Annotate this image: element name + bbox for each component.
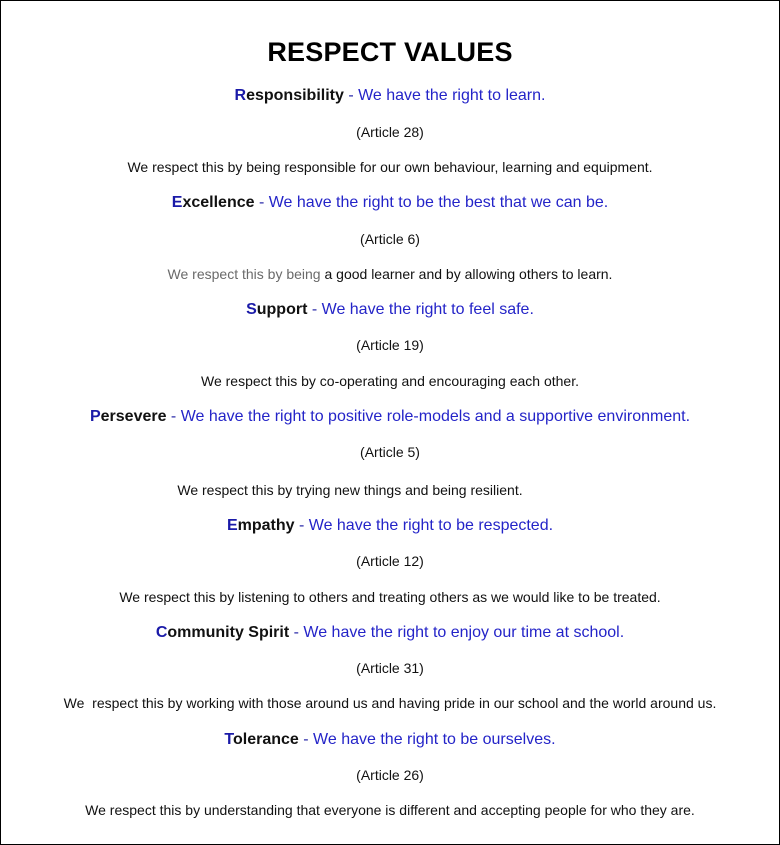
value-initial: C	[155, 624, 168, 641]
value-right: We have the right to be ourselves.	[313, 731, 556, 748]
value-initial: E	[226, 517, 238, 534]
value-separator: -	[254, 194, 269, 211]
value-description-grey: We respect this by being	[167, 266, 321, 282]
value-heading-empathy	[1, 517, 779, 535]
value-article: (Article 5)	[360, 444, 420, 460]
value-article: (Article 19)	[356, 337, 424, 353]
value-initial: P	[89, 408, 101, 425]
value-description: We respect this by listening to others and treating others as we would like to be treated.	[119, 589, 661, 605]
value-initial: S	[246, 301, 257, 318]
value-initial: T	[224, 731, 234, 748]
value-separator: -	[294, 517, 309, 534]
value-heading-persevere	[1, 408, 779, 426]
value-name: esponsibility	[246, 87, 344, 104]
value-name: mpathy	[237, 517, 295, 534]
value-separator: -	[298, 731, 314, 748]
value-right: We have the right to be respected.	[308, 517, 554, 534]
value-description-rest: a good learner and by allowing others to learn.	[320, 266, 613, 282]
value-description: We respect this by trying new things and being resilient.	[177, 482, 523, 498]
value-description: We respect this by understanding that everyone is different and accepting people for who they are.	[85, 802, 695, 818]
value-initial: R	[234, 87, 247, 104]
value-separator: -	[289, 624, 304, 641]
value-right: We have the right to be the best that we can be.	[268, 194, 609, 211]
value-description: We respect this by being responsible for our own behaviour, learning and equipment.	[127, 159, 653, 175]
value-description	[1, 266, 779, 282]
value-article: (Article 26)	[356, 767, 424, 783]
value-separator: -	[343, 87, 359, 104]
value-name: upport	[256, 301, 308, 318]
value-right: We have the right to positive role-models and a supportive environment.	[180, 408, 691, 425]
value-name: ommunity Spirit	[167, 624, 290, 641]
value-name: olerance	[233, 731, 299, 748]
value-initial: E	[171, 194, 183, 211]
value-separator: -	[307, 301, 322, 318]
value-heading-excellence	[1, 194, 779, 212]
value-heading-responsibility	[1, 87, 779, 105]
value-name: ersevere	[100, 408, 167, 425]
value-article: (Article 12)	[356, 553, 424, 569]
value-heading-tolerance	[1, 731, 779, 749]
value-right: We have the right to learn.	[358, 87, 546, 104]
value-name: xcellence	[182, 194, 255, 211]
value-article: (Article 28)	[356, 124, 424, 140]
value-right: We have the right to enjoy our time at school.	[303, 624, 625, 641]
value-right: We have the right to feel safe.	[321, 301, 534, 318]
value-article: (Article 6)	[360, 231, 420, 247]
value-article: (Article 31)	[356, 660, 424, 676]
value-heading-community-spirit	[1, 624, 779, 642]
value-description: We respect this by co-operating and encouraging each other.	[201, 373, 579, 389]
value-description: We respect this by working with those around us and having pride in our school and the world around us.	[63, 695, 717, 711]
value-separator: -	[166, 408, 181, 425]
value-heading-support	[1, 301, 779, 319]
page-title: RESPECT VALUES	[267, 37, 513, 67]
